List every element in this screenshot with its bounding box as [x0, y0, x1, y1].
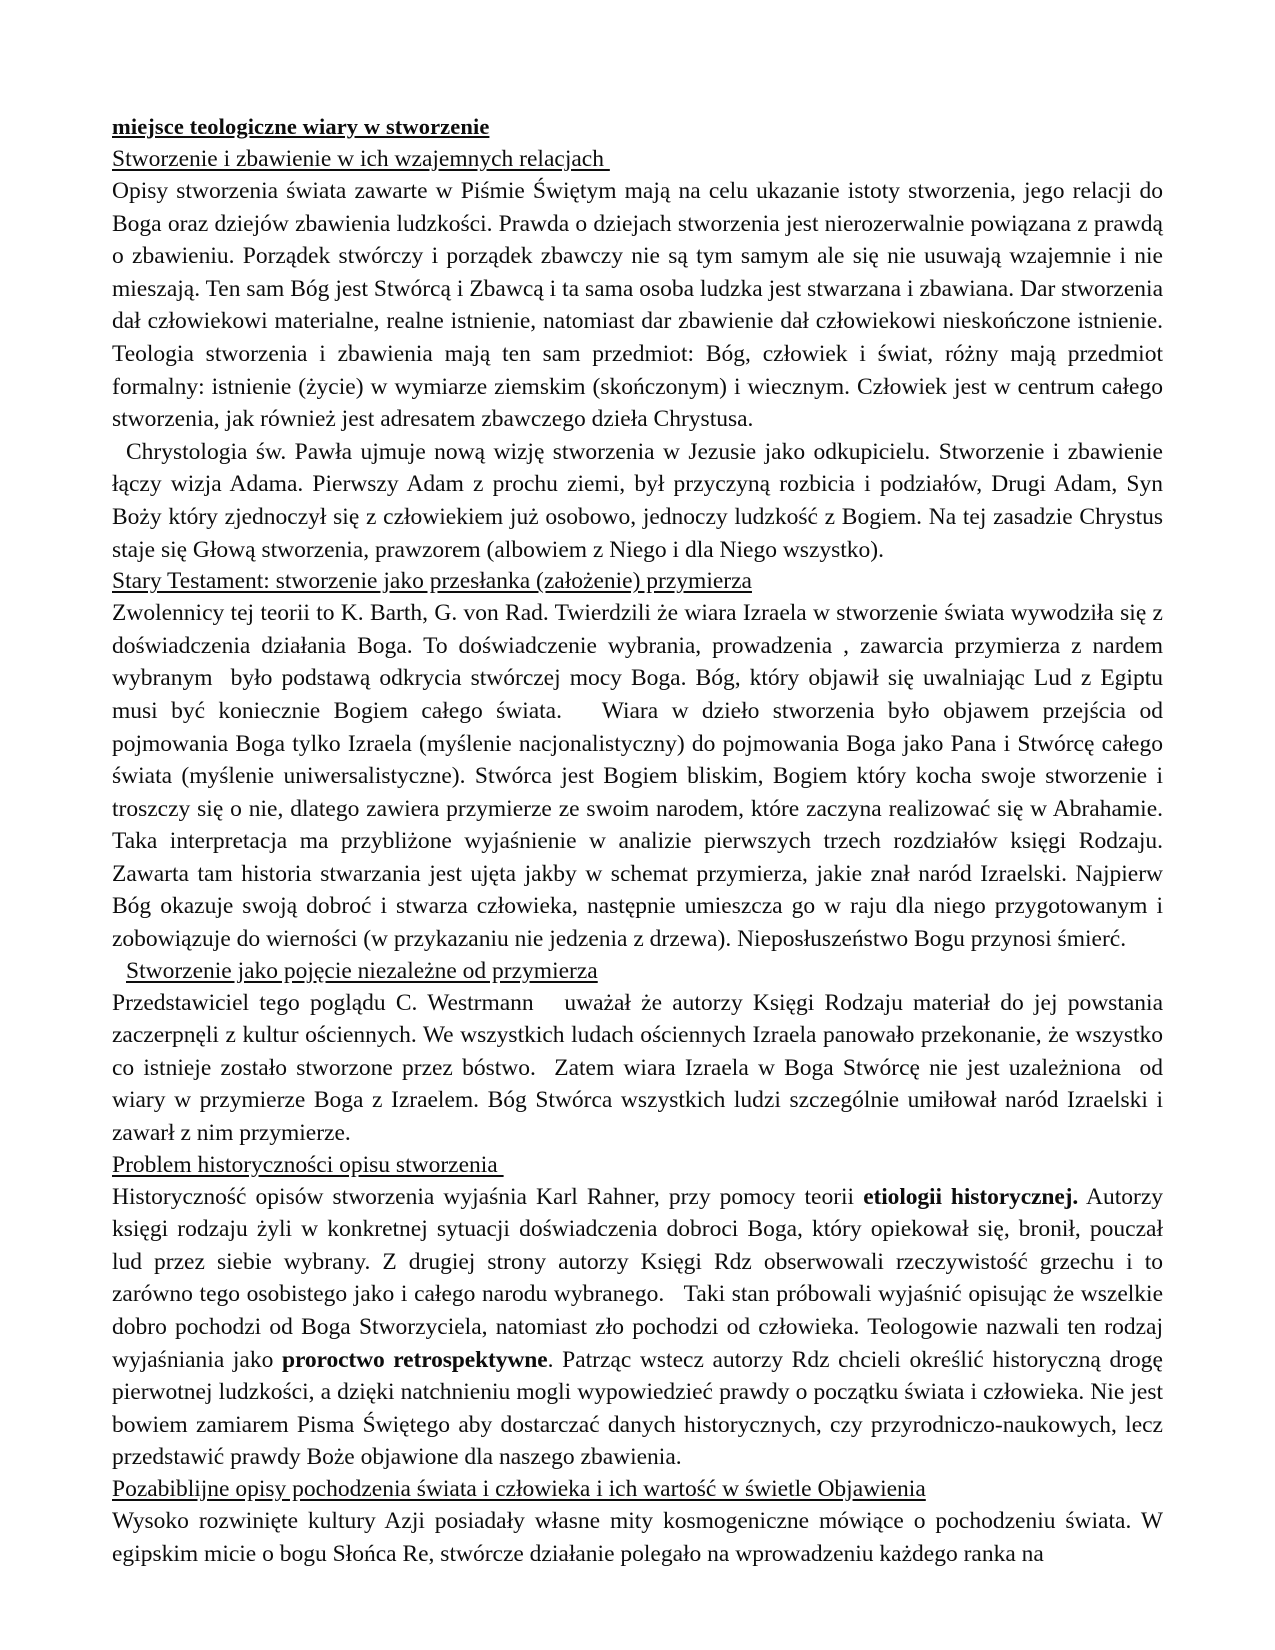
text-run: Historyczność opisów stworzenia wyjaśnia Karl Rahner, przy pomocy teorii [112, 1183, 864, 1210]
section-heading-stworzenie-niezalezne: Stworzenie jako pojęcie niezależne od przymierza [126, 957, 598, 984]
text-run: . Patrząc wstecz autorzy Rdz chcieli określić historyczną drogę pierwotnej ludzkości, a dzięki natchnieniu mogli wypowiedzieć prawdy o początku świata i człowieka. Nie jest bowiem zamiarem Pisma Świętego aby dostarczać danych historycznych, czy przyrodniczo-naukowych, lecz przedstawić prawdy Boże objawione dla naszego zbawienia. [112, 1346, 1169, 1471]
section-heading-stworzenie-i-zbawienie: Stworzenie i zbawienie w ich wzajemnych relacjach [112, 146, 610, 172]
paragraph: Opisy stworzenia świata zawarte w Piśmie Świętym mają na celu ukazanie istoty stworzenia, jego relacji do Boga oraz dziejów zbawienia ludzkości. Prawda o dziejach stworzenia jest nierozerwalnie powiązana z prawdą o zbawieniu. Porządek stwórczy i porządek zbawczy nie są tym samym ale się nie usuwają wzajemnie i nie mieszają. Ten sam Bóg jest Stwórcą i Zbawcą i ta sama osoba ludzka jest stwarzana i zbawiana. Dar stworzenia dał człowiekowi materialne, realne istnienie, natomiast dar zbawienie dał człowiekowi nieskończone istnienie. Teologia stworzenia i zbawienia mają ten sam przedmiot: Bóg, człowiek i świat, różny mają przedmiot formalny: istnienie (życie) w wymiarze ziemskim (skończonym) i wiecznym. Człowiek jest w centrum całego stworzenia, jak również jest adresatem zbawczego dzieła Chrystusa. [112, 178, 1169, 433]
paragraph [112, 1181, 1181, 1474]
section-heading-pozabiblijne-opisy: Pozabiblijne opisy pochodzenia świata i człowieka i ich wartość w świetle Objawienia [112, 1475, 926, 1502]
paragraph: Zwolennicy tej teorii to K. Barth, G. von Rad. Twierdzili że wiara Izraela w stworzenie świata wywodziła się z doświadczenia działania Boga. To doświadczenie wybrania, prowadzenia , zawarcia przymierza z nardem wybranym było podstawą odkrycia stwórczej mocy Boga. Bóg, który objawił się uwalniając Lud z Egiptu musi być koniecznie Bogiem całego świata. Wiara w dzieło stworzenia było objawem przejścia od pojmowania Boga tylko Izraela (myślenie nacjonalistyczny) do pojmowania Boga jako Pana i Stwórcę całego świata (myślenie uniwersalistyczne). Stwórca jest Bogiem bliskim, Bogiem który kocha swoje stworzenie i troszczy się o nie, dlatego zawiera przymierze ze swoim narodem, które zaczyna realizować się w Abrahamie. Taka interpretacja ma przybliżone wyjaśnienie w analizie pierwszych trzech rozdziałów księgi Rodzaju. Zawarta tam historia stwarzania jest ujęta jakby w schemat przymierza, jakie znał naród Izraelski. Najpierw Bóg okazuje swoją dobroć i stwarza człowieka, następnie umieszcza go w raju dla niego przygotowanym i zobowiązuje do wierności (w przykazaniu nie jedzenia z drzewa). Nieposłuszeństwo Bogu przynosi śmierć. [112, 600, 1169, 953]
section-heading-problem-historycznosci: Problem historyczności opisu stworzenia [112, 1151, 504, 1178]
page-title: miejsce teologiczne wiary w stworzenie [112, 114, 490, 139]
paragraph: Przedstawiciel tego poglądu C. Westrmann uważał że autorzy Księgi Rodzaju materiał do jej powstania zaczerpnęli z kultur ościennych. We wszystkich ludach ościennych Izraela panowało przekonanie, że wszystko co istnieje zostało stworzone przez bóstwo. Zatem wiara Izraela w Boga Stwórcę nie jest uzależniona od wiary w przymierze Boga z Izraelem. Bóg Stwórca wszystkich ludzi szczególnie umiłował naród Izraelski i zawarł z nim przymierze. [112, 989, 1169, 1147]
paragraph: Wysoko rozwinięte kultury Azji posiadały własne mity kosmogeniczne mówiące o pochodzeniu świata. W egipskim micie o bogu Słońca Re, stwórcze działanie polegało na wprowadzeniu każdego ranka na [112, 1507, 1169, 1567]
emphasized-term: etiologii historycznej. [863, 1183, 1079, 1210]
document-body [112, 112, 1181, 1570]
emphasized-term: proroctwo retrospektywne [282, 1346, 548, 1373]
section-heading-stary-testament: Stary Testament: stworzenie jako przesłanka (założenie) przymierza [112, 568, 752, 595]
paragraph: Chrystologia św. Pawła ujmuje nową wizję stworzenia w Jezusie jako odkupicielu. Stworzenie i zbawienie łączy wizja Adama. Pierwszy Adam z prochu ziemi, był przyczyną rozbicia i podziałów, Drugi Adam, Syn Boży który zjednoczył się z człowiekiem już osobowo, jednoczy ludzkość z Bogiem. Na tej zasadzie Chrystus staje się Głową stworzenia, prawzorem (albowiem z Niego i dla Niego wszystko). [112, 438, 1169, 563]
text-run: Autorzy księgi rodzaju żyli w konkretnej sytuacji doświadczenia dobroci Boga, który opiekował się, bronił, pouczał lud przez siebie wybrany. Z drugiej strony autorzy Księgi Rdz obserwowali rzeczywistość grzechu i to zarówno tego osobistego jako i całego narodu wybranego. Taki stan próbowali wyjaśnić opisując że wszelkie dobro pochodzi od Boga Stworzyciela, natomiast zło pochodzi od człowieka. Teologowie nazwali ten rodzaj wyjaśniania jako [112, 1183, 1181, 1373]
